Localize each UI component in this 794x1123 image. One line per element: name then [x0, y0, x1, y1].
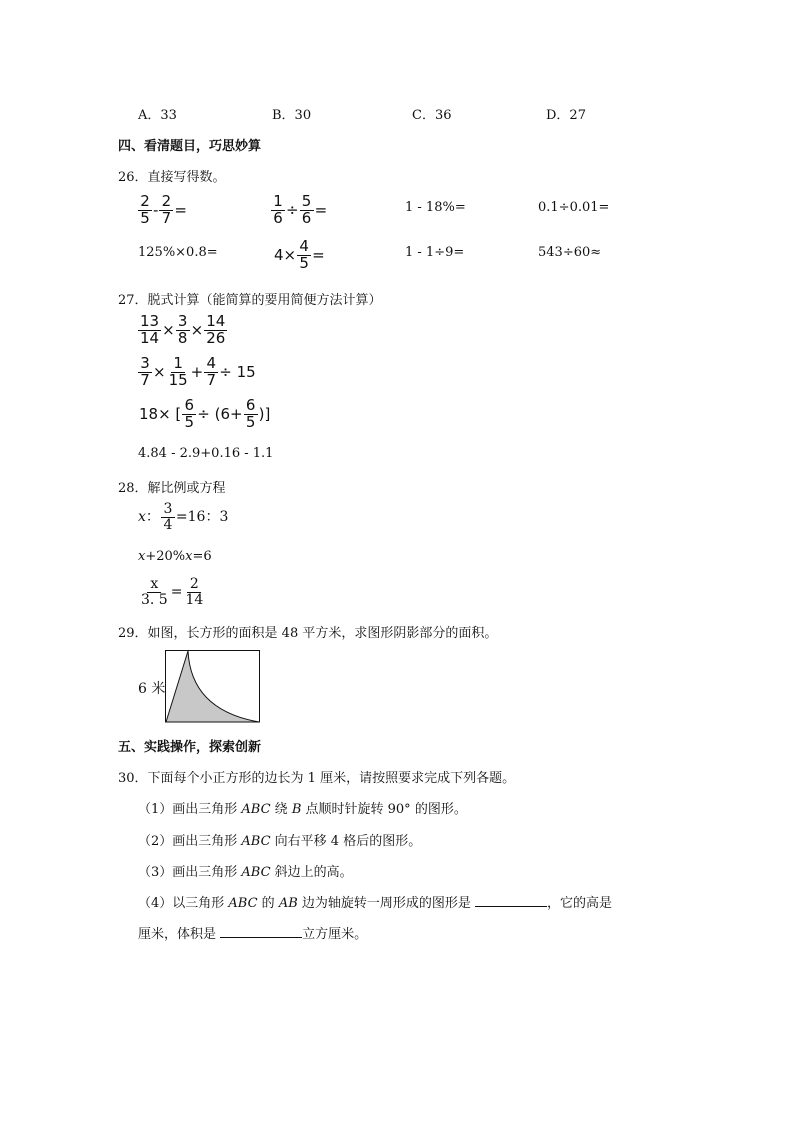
q26-expr-2: $\frac{1}{6}$ ÷ $\frac{5}{6}$ = — [270, 194, 327, 227]
q30-part-4: （4）以三角形 ABC 的 AB 边为轴旋转一周形成的图形是 ，它的高是 — [138, 896, 613, 911]
q26-title: 26．直接写得数。 — [118, 170, 226, 185]
q27-expr-1: $\frac{13}{14}$ × $\frac{3}{8}$ × $\frac{14}{26}$ — [140, 312, 226, 347]
q26-expr-1: $\frac{2}{5}$ - $\frac{2}{7}$ = — [137, 194, 187, 227]
answer-blank-volume[interactable] — [220, 925, 302, 938]
option-a: A．33 — [138, 108, 177, 123]
option-b: B．30 — [272, 108, 312, 123]
q28-expr-2: x+20%x=6 — [138, 549, 212, 564]
shaded-region — [166, 651, 259, 722]
q26-expr-6: 4× $\frac{4}{5}$ = — [274, 237, 325, 272]
q27-expr-2: $\frac{3}{7}$ × $\frac{1}{15}$ + $\frac{4}{7}$ ÷ 15 — [137, 356, 256, 389]
q30-part-2: （2）画出三角形 ABC 向右平移 4 格后的图形。 — [138, 834, 422, 849]
answer-blank-shape[interactable] — [475, 894, 547, 907]
q27-expr-4: 4.84 - 2.9+0.16 - 1.1 — [138, 446, 274, 461]
q30-part-1: （1）画出三角形 ABC 绕 B 点顺时针旋转 90° 的图形。 — [138, 802, 467, 817]
q26-expr-5: 125%×0.8= — [138, 245, 218, 260]
q29-side-label: 6 米 — [138, 681, 166, 697]
q26-expr-8: 543÷60≈ — [538, 245, 602, 260]
q30-part-3: （3）画出三角形 ABC 斜边上的高。 — [138, 865, 353, 880]
q26-expr-7: 1 - 1÷9= — [405, 245, 465, 260]
q30-part-4-cont: 厘米，体积是 立方厘米。 — [138, 927, 368, 942]
option-d: D．27 — [546, 108, 586, 123]
q27-expr-3: 18× [ $\frac{6}{5}$ ÷ (6+ $\frac{6}{5}$ )] — [139, 396, 271, 431]
q27-title: 27．脱式计算（能简算的要用简便方法计算） — [118, 293, 382, 308]
q26-expr-3: 1 - 18%= — [405, 200, 466, 215]
q29-title: 29．如图，长方形的面积是 48 平方米，求图形阴影部分的面积。 — [118, 626, 498, 641]
section-5-title: 五、实践操作，探索创新 — [118, 740, 262, 755]
q29-figure — [165, 650, 261, 723]
q28-expr-3: $\frac{x}{3. 5}$ = $\frac{2}{14}$ — [141, 576, 204, 608]
section-4-title: 四、看清题目，巧思妙算 — [118, 139, 262, 154]
q30-title: 30．下面每个小正方形的边长为 1 厘米，请按照要求完成下列各题。 — [118, 771, 516, 786]
q26-expr-4: 0.1÷0.01= — [538, 200, 610, 215]
q28-expr-1: x： $\frac{3}{4}$ =16：3 — [138, 501, 229, 533]
q28-title: 28．解比例或方程 — [118, 481, 226, 496]
option-c: C．36 — [412, 108, 452, 123]
